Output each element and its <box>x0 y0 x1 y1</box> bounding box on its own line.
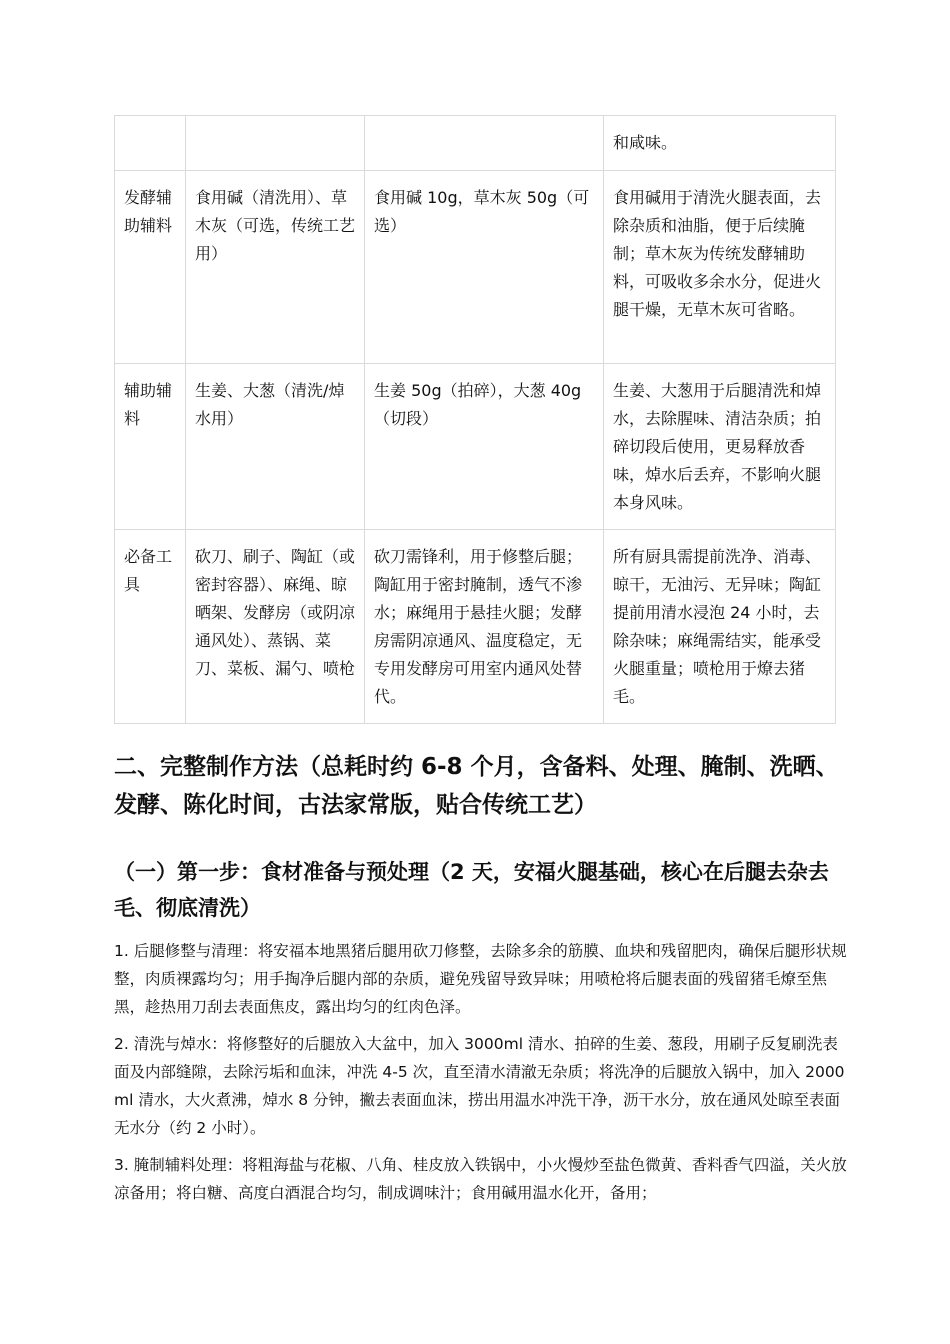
step-item: 1. 后腿修整与清理：将安福本地黑猪后腿用砍刀修整，去除多余的筋膜、血块和残留肥肉，确保后腿形状规整，肉质裸露均匀；用手掏净后腿内部的杂质，避免残留导致异味；用喷枪将后腿表面的残留猪毛燎至焦黑，趁热用刀刮去表面焦皮，露出均匀的红肉色泽。 <box>114 942 847 1016</box>
table-cell-notes: 生姜、大葱用于后腿清洗和焯水，去除腥味、清洁杂质；拍碎切段后使用，更易释放香味，焯水后丢弃，不影响火腿本身风味。 <box>604 364 836 530</box>
table-cell-items: 砍刀、刷子、陶缸（或密封容器）、麻绳、晾晒架、发酵房（或阴凉通风处）、蒸锅、菜刀、菜板、漏勺、喷枪 <box>186 530 365 724</box>
table-row <box>115 116 836 171</box>
table-cell-amount: 砍刀需锋利，用于修整后腿；陶缸用于密封腌制，透气不渗水；麻绳用于悬挂火腿；发酵房需阴凉通风、温度稳定，无专用发酵房可用室内通风处替代。 <box>365 530 604 724</box>
table-cell-items <box>186 116 365 171</box>
table-cell-items: 生姜、大葱（清洗/焯水用） <box>186 364 365 530</box>
table-cell-notes: 和咸味。 <box>604 116 836 171</box>
table-cell-category: 辅助辅料 <box>115 364 186 530</box>
step-item: 3. 腌制辅料处理：将粗海盐与花椒、八角、桂皮放入铁锅中，小火慢炒至盐色微黄、香料香气四溢，关火放凉备用；将白糖、高度白酒混合均匀，制成调味汁；食用碱用温水化开，备用； <box>114 1156 847 1202</box>
table-row <box>115 364 836 530</box>
table-cell-amount <box>365 116 604 171</box>
table-cell-category: 必备工具 <box>115 530 186 724</box>
table-row <box>115 530 836 724</box>
table-cell-amount: 食用碱 10g，草木灰 50g（可选） <box>365 171 604 364</box>
table-row <box>115 171 836 364</box>
step-item: 2. 清洗与焯水：将修整好的后腿放入大盆中，加入 3000ml 清水、拍碎的生姜、葱段，用刷子反复刷洗表面及内部缝隙，去除污垢和血沫，冲洗 4-5 次，直至清水清澈无杂质；将洗净的后腿放入锅中，加入 2000ml 清水，大火煮沸，焯水 8 分钟，撇去表面血沫，捞出用温水冲洗干净，沥干水分，放在通风处晾至表面无水分（约 2 小时）。 <box>114 1035 845 1137</box>
table-cell-notes: 所有厨具需提前洗净、消毒、晾干，无油污、无异味；陶缸提前用清水浸泡 24 小时，去除杂味；麻绳需结实，能承受火腿重量；喷枪用于燎去猪毛。 <box>604 530 836 724</box>
table-cell-notes: 食用碱用于清洗火腿表面，去除杂质和油脂，便于后续腌制；草木灰为传统发酵辅助料，可吸收多余水分，促进火腿干燥，无草木灰可省略。 <box>604 171 836 364</box>
table-cell-amount: 生姜 50g（拍碎），大葱 40g（切段） <box>365 364 604 530</box>
table-cell-category <box>115 116 186 171</box>
materials-table <box>114 115 836 724</box>
section-heading: 二、完整制作方法（总耗时约 6-8 个月，含备料、处理、腌制、洗晒、发酵、陈化时间，古法家常版，贴合传统工艺） <box>114 754 839 818</box>
step-heading: （一）第一步：食材准备与预处理（2 天，安福火腿基础，核心在后腿去杂去毛、彻底清洗） <box>114 860 829 920</box>
table-cell-items: 食用碱（清洗用）、草木灰（可选，传统工艺用） <box>186 171 365 364</box>
table-cell-category: 发酵辅助辅料 <box>115 171 186 364</box>
